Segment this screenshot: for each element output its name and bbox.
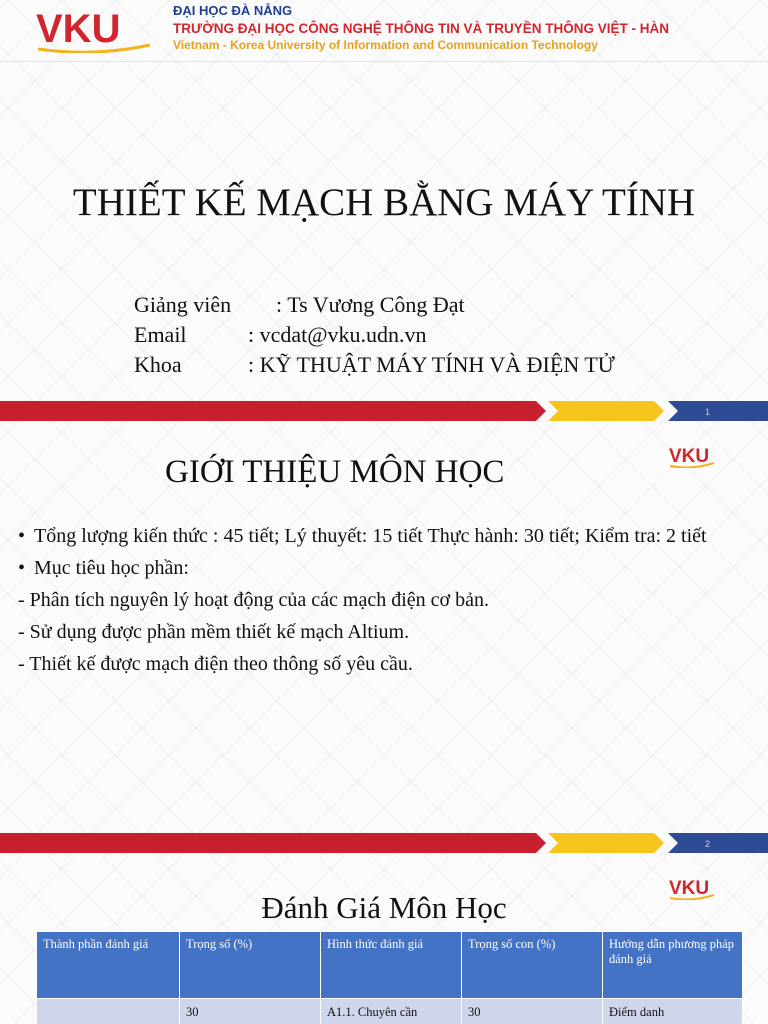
info-lecturer [134, 292, 465, 318]
table-row [37, 999, 743, 1024]
vku-logo-text: VKU [669, 878, 710, 899]
table-cell: Điểm danh [603, 999, 743, 1024]
page-number: 2 [704, 839, 710, 849]
column-header: Trọng số con (%) [462, 932, 603, 999]
header-school-en: Vietnam - Korea University of Information and Communication Technology [173, 38, 598, 52]
info-value: : KỸ THUẬT MÁY TÍNH VÀ ĐIỆN TỬ [248, 352, 615, 377]
table-cell [37, 999, 180, 1024]
section-title: GIỚI THIỆU MÔN HỌC [165, 454, 505, 490]
header-divider [0, 61, 768, 62]
vku-logo-text: VKU [36, 7, 121, 51]
stripe-band [0, 398, 768, 424]
list-item: - Phân tích nguyên lý hoạt động của các mạch điện cơ bản. [18, 589, 489, 611]
list-item: - Thiết kế được mạch điện theo thông số yêu cầu. [18, 653, 413, 675]
course-intro-list [18, 524, 758, 684]
info-email [134, 322, 427, 348]
section-title: Đánh Giá Môn Học [261, 890, 507, 925]
column-header: Hình thức đánh giá [321, 932, 462, 999]
header-school-vn: TRƯỜNG ĐẠI HỌC CÔNG NGHỆ THÔNG TIN VÀ TRUYỀN THÔNG VIỆT - HÀN [173, 21, 669, 36]
info-value: : Ts Vương Công Đạt [276, 292, 465, 317]
list-item: • Mục tiêu học phần: [18, 556, 758, 580]
column-header: Trọng số (%) [180, 932, 321, 999]
vku-logo [668, 442, 716, 468]
info-value: : vcdat@vku.udn.vn [248, 322, 427, 347]
table-cell: A1.1. Chuyên cần [321, 999, 462, 1024]
info-label: Giảng viên [134, 292, 232, 317]
info-label: Email [134, 322, 187, 347]
table-header-row [37, 932, 743, 999]
table-cell: 30 [180, 999, 321, 1024]
column-header: Hướng dẫn phương pháp đánh giá [603, 932, 743, 999]
slide-1 [0, 0, 768, 424]
column-header: Thành phần đánh giá [37, 932, 180, 999]
stripe-band [0, 830, 768, 856]
header-university: ĐẠI HỌC ĐÀ NẴNG [173, 3, 293, 18]
info-label: Khoa [134, 352, 182, 377]
list-item: - Sử dụng được phần mềm thiết kế mạch Altium. [18, 621, 410, 643]
vku-logo [34, 5, 152, 53]
course-title: THIẾT KẾ MẠCH BẰNG MÁY TÍNH [72, 181, 696, 224]
evaluation-table [36, 931, 743, 1024]
page-number: 1 [704, 407, 710, 417]
slide-3 [0, 856, 768, 1024]
table-cell: 30 [462, 999, 603, 1024]
info-faculty [134, 352, 615, 378]
list-item: • Tổng lượng kiến thức : 45 tiết; Lý thuyết: 15 tiết Thực hành: 30 tiết; Kiểm tra: 2 tiết [18, 524, 758, 548]
vku-logo-text: VKU [669, 446, 710, 467]
slide-2 [0, 424, 768, 856]
